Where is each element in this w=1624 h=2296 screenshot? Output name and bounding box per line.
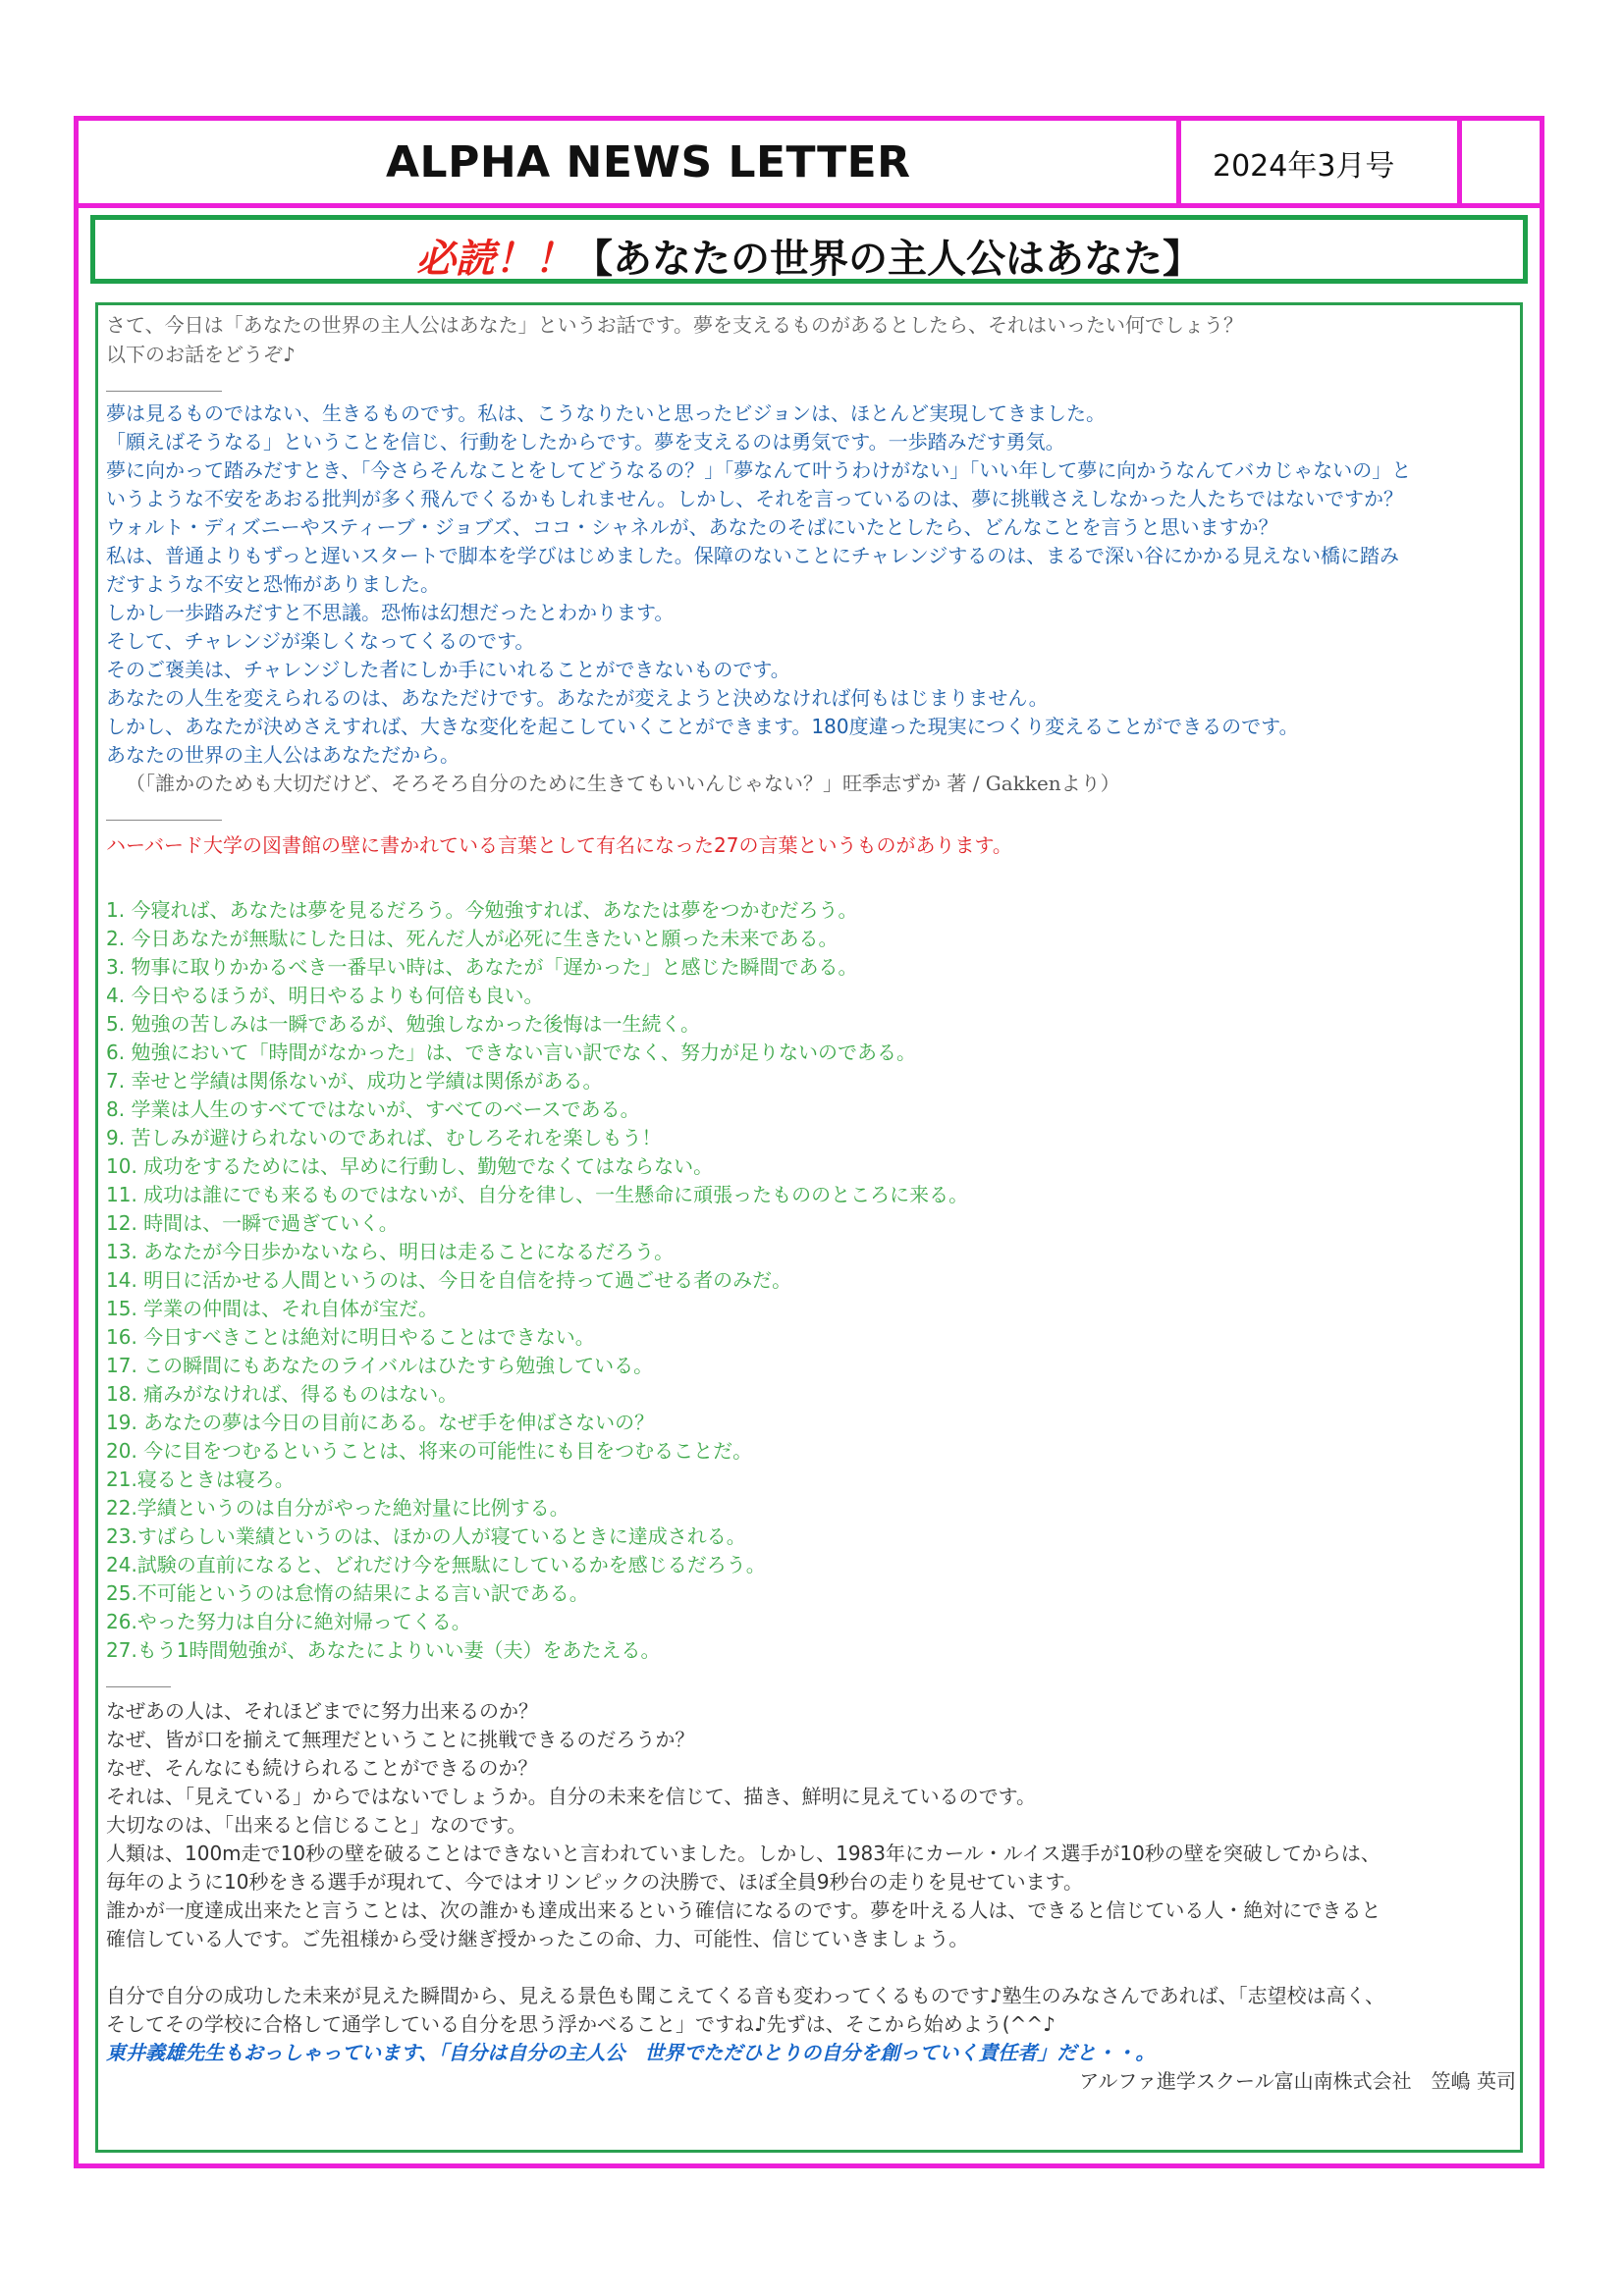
harvard-item: 7. 幸せと学績は関係ないが、成功と学績は関係がある。	[106, 1069, 603, 1093]
story-line: 夢に向かって踏みだすとき、「今さらそんなことをしてどうなるの？」「夢なんて叶うわけがない」「いい年して夢に向かうなんてバカじゃないの」と	[106, 458, 1412, 482]
banner-highlight: 必読！！	[416, 237, 573, 282]
harvard-item: 16. 今日すべきことは絶対に明日やることはできない。	[106, 1325, 595, 1349]
harvard-item: 8. 学業は人生のすべてではないが、すべてのベースである。	[106, 1097, 640, 1121]
harvard-item: 1. 今寝れば、あなたは夢を見るだろう。今勉強すれば、あなたは夢をつかむだろう。	[106, 898, 858, 922]
story-line: 「願えばそうなる」ということを信じ、行動をしたからです。夢を支えるのは勇気です。一歩踏みだす勇気。	[106, 430, 1065, 454]
quote-line: 東井義雄先生もおっしゃっています、「自分は自分の主人公 世界でただひとりの自分を創っていく責任者」だと・・。	[106, 2041, 1156, 2064]
harvard-item: 17. この瞬間にもあなたのライバルはひたすら勉強している。	[106, 1354, 654, 1377]
header-title-cell	[74, 116, 1181, 208]
harvard-item: 10. 成功をするためには、早めに行動し、勤勉でなくてはならない。	[106, 1154, 714, 1178]
harvard-item: 3. 物事に取りかかるべき一番早い時は、あなたが「遅かった」と感じた瞬間である。	[106, 955, 858, 979]
harvard-item: 12. 時間は、一瞬で過ぎていく。	[106, 1211, 399, 1235]
closing-line: 確信している人です。ご先祖様から受け継ぎ授かったこの命、力、可能性、信じていきましょう。	[106, 1927, 969, 1950]
closing-line: なぜ、そんなにも続けられることができるのか？	[106, 1756, 538, 1780]
harvard-item: 15. 学業の仲間は、それ自体が宝だ。	[106, 1297, 439, 1320]
final-line: そしてその学校に合格して通学している自分を思う浮かべること」ですね♪先ずは、そこから始めよう(^^♪	[106, 2012, 1056, 2036]
harvard-item: 18. 痛みがなければ、得るものはない。	[106, 1382, 459, 1406]
closing-line: 大切なのは、「出来ると信じること」なのです。	[106, 1813, 527, 1837]
harvard-item: 26.やった努力は自分に絶対帰ってくる。	[106, 1610, 471, 1633]
feature-banner	[90, 215, 1528, 284]
header-divider	[74, 203, 1544, 208]
closing-line: 誰かが一度達成出来たと言うことは、次の誰かも達成出来るという確信になるのです。夢を叶える人は、できると信じている人・絶対にできると	[106, 1898, 1381, 1922]
harvard-item: 6. 勉強において「時間がなかった」は、できない言い訳でなく、努力が足りないのである。	[106, 1041, 917, 1064]
story-line: そのご褒美は、チャレンジした者にしか手にいれることができないものです。	[106, 658, 790, 681]
banner-title: 【あなたの世界の主人公はあなた】	[573, 237, 1202, 282]
story-line: しかし、あなたが決めさえすれば、大きな変化を起こしていくことができます。180度違った現実につくり変えることができるのです。	[106, 715, 1299, 738]
harvard-item: 24.試験の直前になると、どれだけ今を無駄にしているかを感じるだろう。	[106, 1553, 766, 1576]
harvard-item: 23.すばらしい業績というのは、ほかの人が寝ているときに達成される。	[106, 1524, 746, 1548]
story-line: そして、チャレンジが楽しくなってくるのです。	[106, 629, 535, 653]
harvard-item: 11. 成功は誰にでも来るものではないが、自分を律し、一生懸命に頑張ったもののところに来る。	[106, 1183, 969, 1206]
story-line: しかし一歩踏みだすと不思議。恐怖は幻想だったとわかります。	[106, 601, 675, 624]
story-line: 夢は見るものではない、生きるものです。私は、こうなりたいと思ったビジョンは、ほとんど実現してきました。	[106, 401, 1106, 425]
harvard-item: 13. あなたが今日歩かないなら、明日は走ることになるだろう。	[106, 1240, 675, 1263]
section-divider	[106, 820, 222, 821]
section-divider	[106, 391, 222, 392]
harvard-item: 9. 苦しみが避けられないのであれば、むしろそれを楽しもう！	[106, 1126, 662, 1149]
harvard-item: 19. あなたの夢は今日の目前にある。なぜ手を伸ばさないの？	[106, 1411, 655, 1434]
harvard-item: 4. 今日やるほうが、明日やるよりも何倍も良い。	[106, 984, 544, 1007]
harvard-item: 5. 勉強の苦しみは一瞬であるが、勉強しなかった後悔は一生続く。	[106, 1012, 701, 1036]
story-line: いうような不安をあおる批判が多く飛んでくるかもしれません。しかし、それを言っているのは、夢に挑戦さえしなかった人たちではないですか？	[106, 487, 1403, 510]
citation: （「誰かのためも大切だけど、そろそろ自分のために生きてもいいんじゃない？」旺季志ずか 著 / Gakkenより）	[126, 772, 1120, 795]
story-line: だすような不安と恐怖がありました。	[106, 572, 440, 596]
harvard-item: 21.寝るときは寝ろ。	[106, 1468, 295, 1491]
final-line: 自分で自分の成功した未来が見えた瞬間から、見える景色も聞こえてくる音も変わってくるものです♪塾生のみなさんであれば、「志望校は高く、	[106, 1984, 1385, 2007]
closing-line: 人類は、100m走で10秒の壁を破ることはできないと言われていました。しかし、1983年にカール・ルイス選手が10秒の壁を突破してからは、	[106, 1842, 1380, 1865]
harvard-item: 25.不可能というのは怠惰の結果による言い訳である。	[106, 1581, 589, 1605]
closing-line: それは、「見えている」からではないでしょうか。自分の未来を信じて、描き、鮮明に見えているのです。	[106, 1785, 1036, 1808]
intro-line: 以下のお話をどうぞ♪	[106, 343, 296, 366]
intro-line: さて、今日は「あなたの世界の主人公はあなた」というお話です。夢を支えるものがあるとしたら、それはいったい何でしょう？	[106, 313, 1243, 337]
harvard-item: 14. 明日に活かせる人間というのは、今日を自信を持って過ごせる者のみだ。	[106, 1268, 792, 1292]
harvard-item: 27.もう1時間勉強が、あなたによりいい妻（夫）をあたえる。	[106, 1638, 661, 1662]
story-line: ウォルト・ディズニーやスティーブ・ジョブズ、ココ・シャネルが、あなたのそばにいたとしたら、どんなことを言うと思いますか？	[106, 515, 1278, 539]
harvard-item: 22.学績というのは自分がやった絶対量に比例する。	[106, 1496, 569, 1520]
harvard-item: 20. 今に目をつむるということは、将来の可能性にも目をつむることだ。	[106, 1439, 753, 1463]
closing-line: 毎年のように10秒をきる選手が現れて、今ではオリンピックの決勝で、ほぼ全員9秒台の走りを見せています。	[106, 1870, 1083, 1894]
story-line: あなたの世界の主人公はあなただから。	[106, 743, 460, 767]
newsletter-header	[74, 116, 1544, 208]
story-line: 私は、普通よりもずっと遅いスタートで脚本を学びはじめました。保障のないことにチャレンジするのは、まるで深い谷にかかる見えない橋に踏み	[106, 544, 1399, 567]
section-divider	[106, 1686, 171, 1687]
story-line: あなたの人生を変えられるのは、あなただけです。あなたが変えようと決めなければ何もはじまりません。	[106, 686, 1049, 710]
newsletter-title: ALPHA NEWS LETTER	[386, 137, 911, 187]
issue-date: 2024年3月号	[1213, 149, 1395, 184]
header-issue-cell	[1181, 116, 1462, 208]
harvard-intro: ハーバード大学の図書館の壁に書かれている言葉として有名になった27の言葉というものがあります。	[106, 833, 1012, 857]
closing-line: なぜあの人は、それほどまでに努力出来るのか？	[106, 1699, 538, 1723]
harvard-item: 2. 今日あなたが無駄にした日は、死んだ人が必死に生きたいと願った未来である。	[106, 927, 839, 950]
closing-line: なぜ、皆が口を揃えて無理だということに挑戦できるのだろうか？	[106, 1728, 695, 1751]
signature: アルファ進学スクール富山南株式会社 笠嶋 英司	[1079, 2069, 1516, 2093]
